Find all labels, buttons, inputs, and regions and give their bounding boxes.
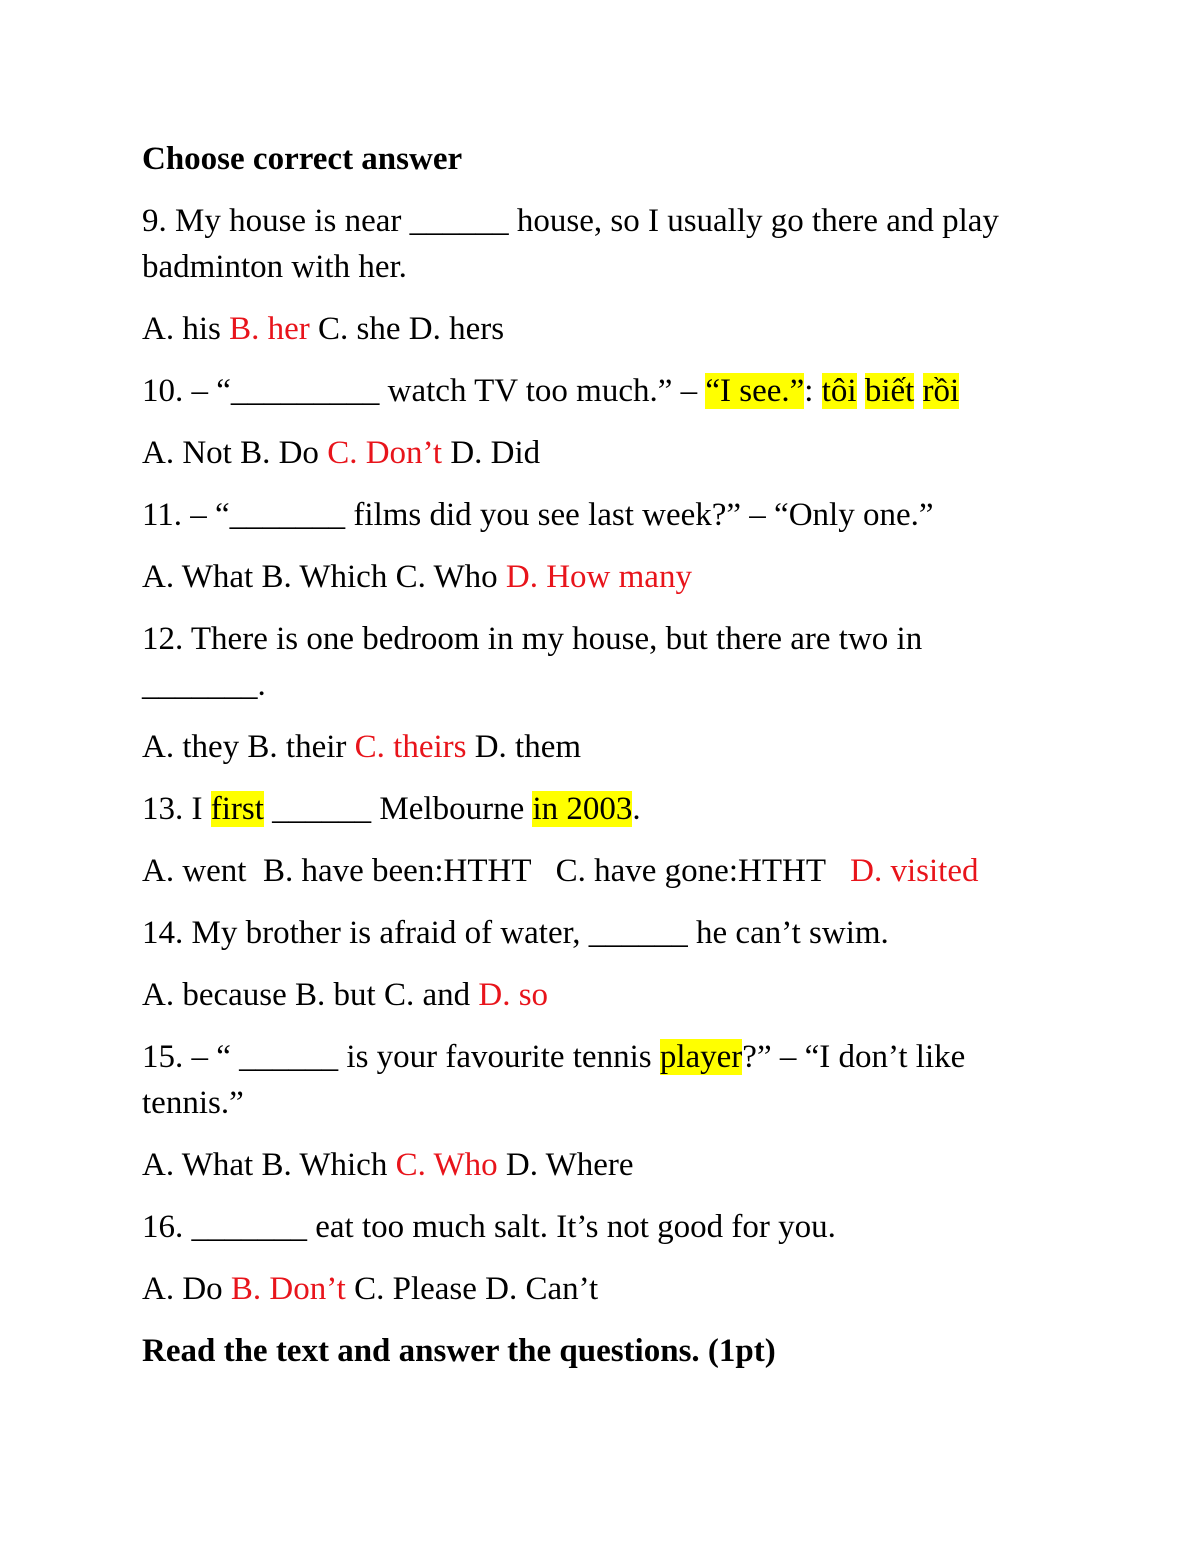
question-12-line-1: 12. There is one bedroom in my house, but there are two in <box>142 621 923 657</box>
section-heading: Choose correct answer <box>142 141 463 177</box>
question-text: . <box>632 791 641 827</box>
highlighted-text: first <box>210 791 264 827</box>
question-16: 16. _______ eat too much salt. It’s not good for you. <box>142 1209 836 1245</box>
highlighted-text: “I see.” <box>705 373 805 409</box>
highlighted-text: in 2003 <box>532 791 633 827</box>
option-text: A. because B. but C. and <box>142 977 479 1013</box>
correct-answer: D. visited <box>850 853 979 889</box>
highlighted-text: rồi <box>922 373 960 409</box>
question-12-options <box>142 724 1102 770</box>
option-text: C. she D. hers <box>309 311 505 347</box>
highlighted-text: tôi <box>821 373 857 409</box>
option-text: A. Do <box>142 1271 231 1307</box>
option-text: A. went B. have been:HTHT C. have gone:HTHT <box>142 853 851 889</box>
question-14-options <box>142 972 1102 1018</box>
correct-answer: B. her <box>229 311 310 347</box>
highlighted-text: player <box>659 1039 743 1075</box>
question-9-line-2: badminton with her. <box>142 249 407 285</box>
option-text: D. Where <box>497 1147 634 1183</box>
correct-answer: D. so <box>478 977 549 1013</box>
option-text: A. What B. Which C. Who <box>142 559 506 595</box>
option-text: A. his <box>142 311 230 347</box>
question-text: ______ Melbourne <box>263 791 533 827</box>
question-11-options <box>142 554 1102 600</box>
question-13 <box>142 786 1102 832</box>
highlighted-text: biết <box>864 373 915 409</box>
question-15-options <box>142 1142 1102 1188</box>
question-text: 10. – “_________ watch TV too much.” – <box>142 373 706 409</box>
option-text: D. them <box>466 729 582 765</box>
question-14: 14. My brother is afraid of water, ______ he can’t swim. <box>142 915 889 951</box>
worksheet-content <box>142 136 1102 1374</box>
question-16-options <box>142 1266 1102 1312</box>
question-9-line-1: 9. My house is near ______ house, so I usually go there and play <box>142 203 999 239</box>
question-13-options <box>142 848 1102 894</box>
question-text: 15. – “ ______ is your favourite tennis <box>142 1039 660 1075</box>
question-text: : <box>804 373 822 409</box>
question-15-line-2: tennis.” <box>142 1085 244 1121</box>
question-10-options <box>142 430 1102 476</box>
question-12-line-2: _______. <box>142 667 266 703</box>
question-text: 13. I <box>142 791 211 827</box>
question-9-options <box>142 306 1102 352</box>
correct-answer: C. theirs <box>354 729 467 765</box>
section-2-heading: Read the text and answer the questions. (1pt) <box>142 1333 776 1369</box>
option-text: D. Did <box>442 435 541 471</box>
question-11: 11. – “_______ films did you see last week?” – “Only one.” <box>142 497 934 533</box>
correct-answer: D. How many <box>505 559 692 595</box>
correct-answer: C. Don’t <box>327 435 443 471</box>
question-15-line-1 <box>142 1034 1102 1080</box>
correct-answer: C. Who <box>395 1147 498 1183</box>
question-10 <box>142 368 1102 414</box>
option-text: A. Not B. Do <box>142 435 328 471</box>
option-text: A. they B. their <box>142 729 355 765</box>
option-text: C. Please D. Can’t <box>345 1271 599 1307</box>
option-text: A. What B. Which <box>142 1147 396 1183</box>
correct-answer: B. Don’t <box>230 1271 346 1307</box>
question-text: ?” – “I don’t like <box>742 1039 966 1075</box>
